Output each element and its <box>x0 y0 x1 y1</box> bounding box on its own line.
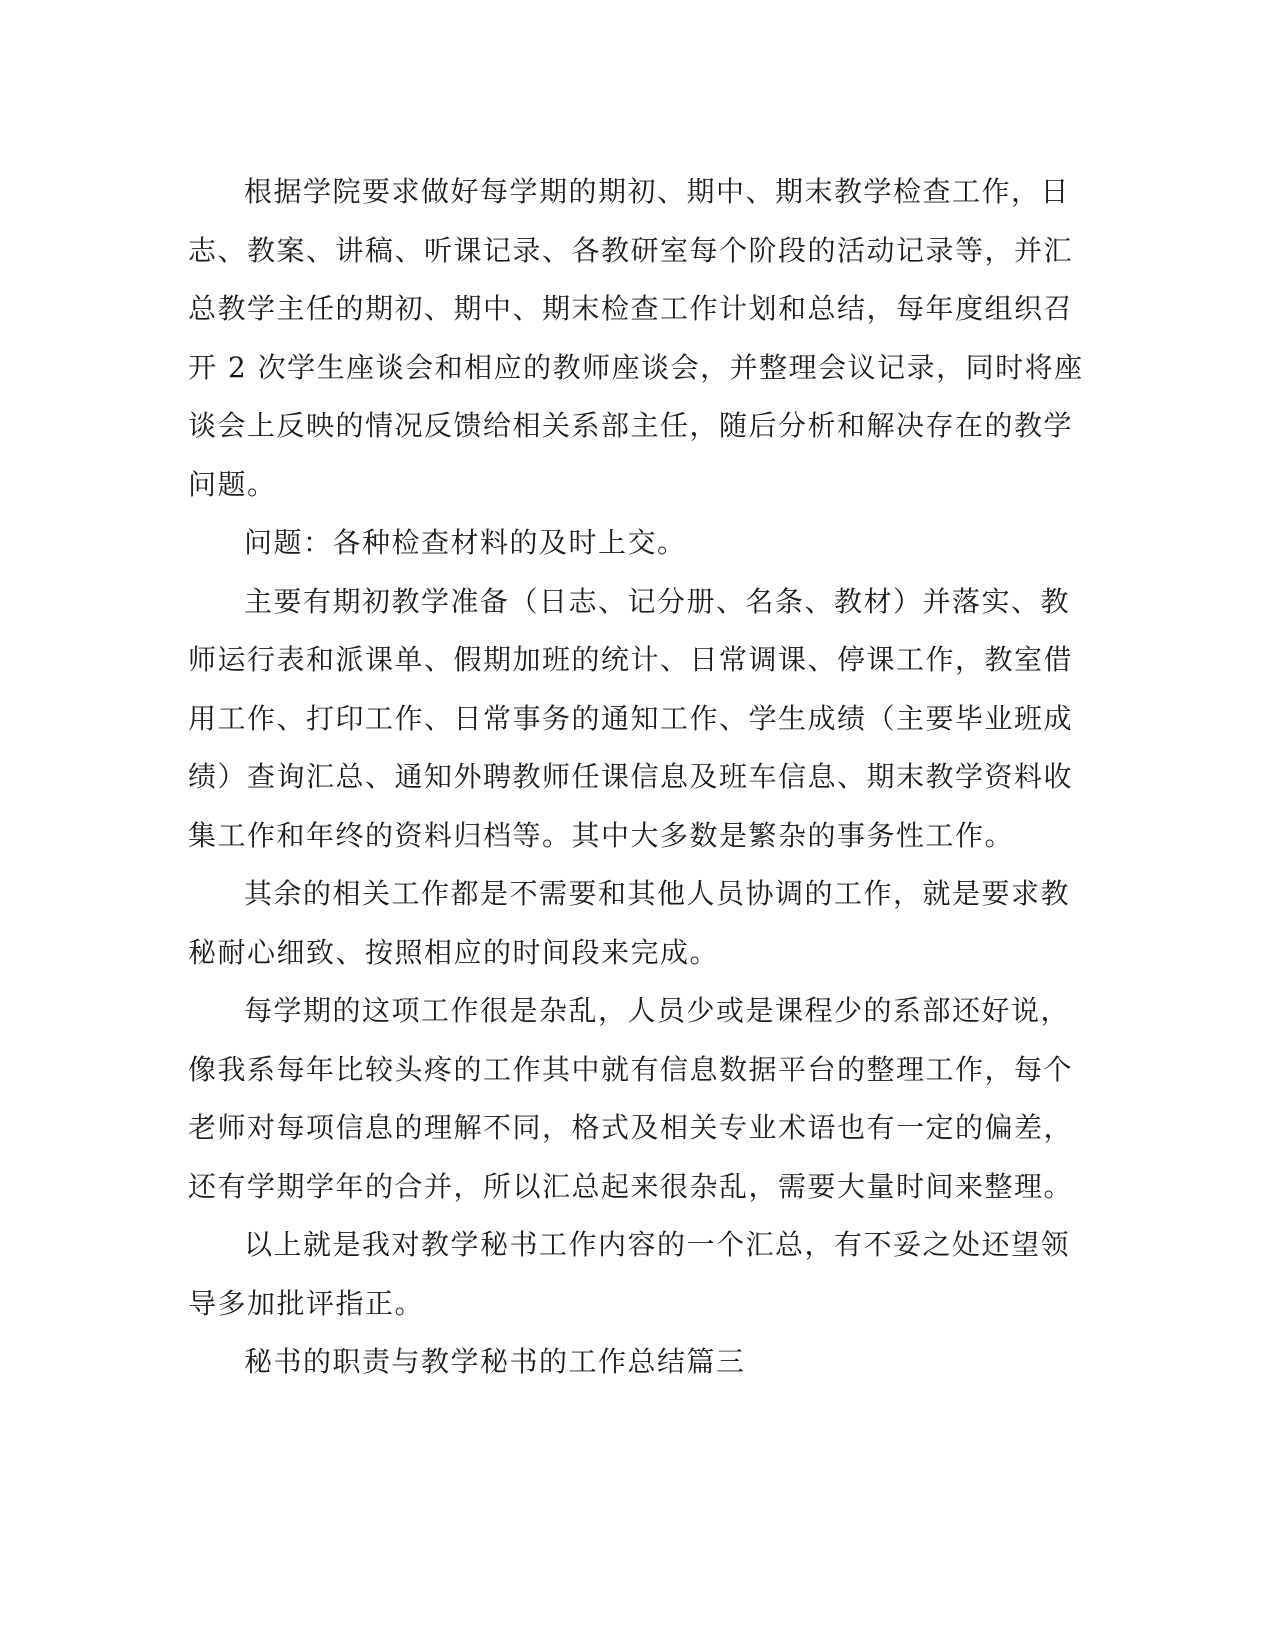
text-line: 其余的相关工作都是不需要和其他人员协调的工作，就是要求教 <box>244 877 1071 910</box>
section-heading <box>188 1333 1078 1392</box>
text-line: 总教学主任的期初、期中、期末检查工作计划和总结，每年度组织召 <box>188 292 1074 325</box>
text-line: 集工作和年终的资料归档等。其中大多数是繁杂的事务性工作。 <box>188 818 1015 852</box>
paragraph-other-work <box>188 865 1078 982</box>
text-line: 秘书的职责与教学秘书的工作总结篇三 <box>244 1345 746 1378</box>
text-line: 绩）查询汇总、通知外聘教师任课信息及班车信息、期末教学资料收 <box>188 760 1074 793</box>
text-line: 以上就是我对教学秘书工作内容的一个汇总，有不妥之处还望领 <box>244 1228 1071 1261</box>
text-line: 用工作、打印工作、日常事务的通知工作、学生成绩（主要毕业班成 <box>188 701 1074 735</box>
text-line: 师运行表和派课单、假期加班的统计、日常调课、停课工作，教室借 <box>188 643 1074 676</box>
paragraph-inspection-work <box>188 163 1084 514</box>
paragraph-data-platform <box>188 982 1078 1216</box>
text-line: 问题。 <box>188 467 277 501</box>
text-line: 开 2 次学生座谈会和相应的教师座谈会，并整理会议记录，同时将座 <box>188 350 1084 384</box>
text-line: 根据学院要求做好每学期的期初、期中、期末教学检查工作，日 <box>244 175 1071 208</box>
text-line: 谈会上反映的情况反馈给相关系部主任，随后分析和解决存在的教学 <box>188 409 1074 442</box>
text-line: 还有学期学年的合并，所以汇总起来很杂乱，需要大量时间来整理。 <box>188 1169 1074 1203</box>
text-line: 秘耐心细致、按照相应的时间段来完成。 <box>188 935 720 969</box>
text-line: 每学期的这项工作很是杂乱，人员少或是课程少的系部还好说， <box>244 994 1071 1027</box>
text-line: 主要有期初教学准备（日志、记分册、名条、教材）并落实、教 <box>244 584 1071 618</box>
text-line: 志、教案、讲稿、听课记录、各教研室每个阶段的活动记录等，并汇 <box>188 233 1074 267</box>
paragraph-conclusion <box>188 1216 1078 1333</box>
text-line: 像我系每年比较头疼的工作其中就有信息数据平台的整理工作，每个 <box>188 1052 1074 1086</box>
text-line: 问题：各种检查材料的及时上交。 <box>244 526 687 559</box>
paragraph-main-duties <box>188 573 1078 866</box>
text-line: 导多加批评指正。 <box>188 1286 425 1320</box>
text-line: 老师对每项信息的理解不同，格式及相关专业术语也有一定的偏差， <box>188 1111 1074 1144</box>
document-body <box>188 163 1084 1392</box>
paragraph-issue-submission <box>188 514 1078 573</box>
